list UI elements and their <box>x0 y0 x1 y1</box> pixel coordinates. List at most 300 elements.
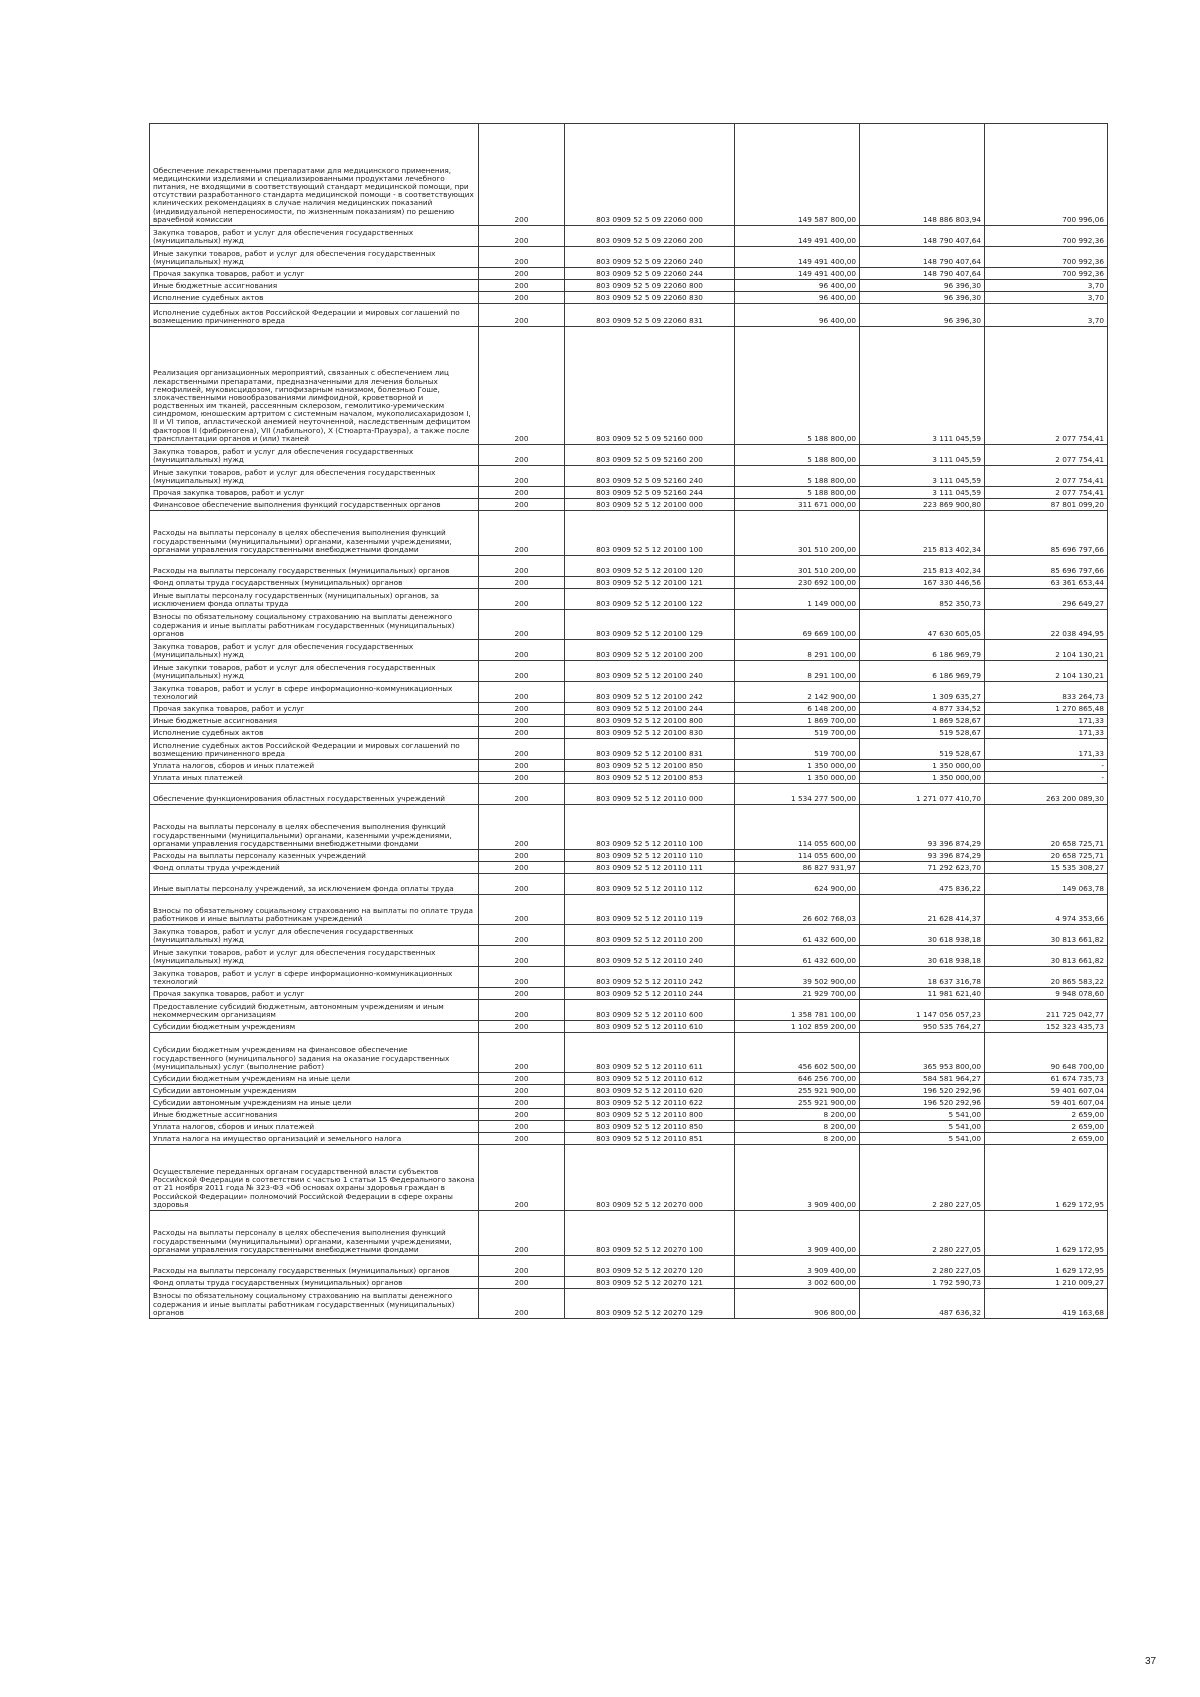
row-unexecuted: 3,70 <box>985 304 1108 327</box>
row-approved: 5 188 800,00 <box>735 466 860 487</box>
row-code: 200 <box>479 1097 565 1109</box>
row-kbk: 803 0909 52 5 09 52160 000 <box>565 327 735 445</box>
row-executed: 3 111 045,59 <box>860 327 985 445</box>
row-code: 200 <box>479 1289 565 1319</box>
row-executed: 18 637 316,78 <box>860 967 985 988</box>
table-row <box>150 925 1108 946</box>
row-kbk: 803 0909 52 5 09 22060 240 <box>565 247 735 268</box>
row-unexecuted: 1 270 865,48 <box>985 703 1108 715</box>
row-kbk: 803 0909 52 5 12 20100 800 <box>565 715 735 727</box>
row-executed: 1 350 000,00 <box>860 772 985 784</box>
row-unexecuted: 85 696 797,66 <box>985 511 1108 556</box>
row-name: Предоставление субсидий бюджетным, автономным учреждениям и иным некоммерческим организациям <box>150 1000 479 1021</box>
row-kbk: 803 0909 52 5 12 20100 120 <box>565 556 735 577</box>
row-name: Закупка товаров, работ и услуг для обеспечения государственных (муниципальных) нужд <box>150 445 479 466</box>
row-code: 200 <box>479 874 565 895</box>
row-kbk: 803 0909 52 5 09 52160 200 <box>565 445 735 466</box>
row-approved: 906 800,00 <box>735 1289 860 1319</box>
row-code: 200 <box>479 967 565 988</box>
row-kbk: 803 0909 52 5 12 20100 240 <box>565 661 735 682</box>
row-kbk: 803 0909 52 5 09 52160 244 <box>565 487 735 499</box>
table-row <box>150 805 1108 850</box>
row-code: 200 <box>479 946 565 967</box>
row-approved: 311 671 000,00 <box>735 499 860 511</box>
page-number: 37 <box>1145 1656 1157 1667</box>
row-name: Взносы по обязательному социальному страхованию на выплаты денежного содержания и иные выплаты работникам государственных (муниципальных) органов <box>150 1289 479 1319</box>
row-code: 200 <box>479 739 565 760</box>
row-unexecuted: 22 038 494,95 <box>985 610 1108 640</box>
row-unexecuted: 700 992,36 <box>985 247 1108 268</box>
row-unexecuted: 2 077 754,41 <box>985 487 1108 499</box>
row-approved: 114 055 600,00 <box>735 850 860 862</box>
row-unexecuted: - <box>985 760 1108 772</box>
row-executed: 96 396,30 <box>860 304 985 327</box>
row-approved: 230 692 100,00 <box>735 577 860 589</box>
row-executed: 3 111 045,59 <box>860 487 985 499</box>
table-row <box>150 682 1108 703</box>
row-kbk: 803 0909 52 5 12 20110 850 <box>565 1121 735 1133</box>
table-row <box>150 703 1108 715</box>
row-approved: 21 929 700,00 <box>735 988 860 1000</box>
row-code: 200 <box>479 556 565 577</box>
row-executed: 1 309 635,27 <box>860 682 985 703</box>
row-approved: 1 869 700,00 <box>735 715 860 727</box>
row-approved: 624 900,00 <box>735 874 860 895</box>
table-row <box>150 772 1108 784</box>
table-row <box>150 784 1108 805</box>
row-unexecuted: 2 104 130,21 <box>985 661 1108 682</box>
row-approved: 96 400,00 <box>735 280 860 292</box>
table-row <box>150 988 1108 1000</box>
row-name: Исполнение судебных актов <box>150 727 479 739</box>
row-executed: 1 792 590,73 <box>860 1277 985 1289</box>
row-code: 200 <box>479 1145 565 1211</box>
row-kbk: 803 0909 52 5 12 20100 244 <box>565 703 735 715</box>
row-kbk: 803 0909 52 5 12 20110 112 <box>565 874 735 895</box>
row-name: Уплата налогов, сборов и иных платежей <box>150 760 479 772</box>
table-row <box>150 466 1108 487</box>
row-code: 200 <box>479 589 565 610</box>
row-kbk: 803 0909 52 5 12 20100 830 <box>565 727 735 739</box>
row-executed: 475 836,22 <box>860 874 985 895</box>
row-name: Исполнение судебных актов <box>150 292 479 304</box>
row-name: Взносы по обязательному социальному страхованию на выплаты по оплате труда работников и иные выплаты работникам учреждений <box>150 895 479 925</box>
row-unexecuted: 59 401 607,04 <box>985 1085 1108 1097</box>
row-code: 200 <box>479 280 565 292</box>
row-unexecuted: 30 813 661,82 <box>985 925 1108 946</box>
row-executed: 1 147 056 057,23 <box>860 1000 985 1021</box>
row-name: Расходы на выплаты персоналу государственных (муниципальных) органов <box>150 556 479 577</box>
row-unexecuted: 2 077 754,41 <box>985 466 1108 487</box>
row-executed: 196 520 292,96 <box>860 1085 985 1097</box>
row-unexecuted: 1 210 009,27 <box>985 1277 1108 1289</box>
row-name: Субсидии автономным учреждениям на иные цели <box>150 1097 479 1109</box>
row-kbk: 803 0909 52 5 09 22060 200 <box>565 226 735 247</box>
row-unexecuted: 85 696 797,66 <box>985 556 1108 577</box>
row-name: Субсидии бюджетным учреждениям <box>150 1021 479 1033</box>
row-kbk: 803 0909 52 5 12 20110 110 <box>565 850 735 862</box>
row-unexecuted: 419 163,68 <box>985 1289 1108 1319</box>
row-name: Фонд оплаты труда государственных (муниципальных) органов <box>150 577 479 589</box>
row-name: Субсидии бюджетным учреждениям на финансовое обеспечение государственного (муниципального) задания на оказание государственных (муниципальных) услуг (выполнение работ) <box>150 1033 479 1073</box>
table-row <box>150 1289 1108 1319</box>
row-approved: 3 002 600,00 <box>735 1277 860 1289</box>
row-code: 200 <box>479 1133 565 1145</box>
table-row <box>150 850 1108 862</box>
row-name: Закупка товаров, работ и услуг в сфере информационно-коммуникационных технологий <box>150 682 479 703</box>
table-row <box>150 247 1108 268</box>
row-unexecuted: 2 077 754,41 <box>985 445 1108 466</box>
row-kbk: 803 0909 52 5 12 20110 600 <box>565 1000 735 1021</box>
row-executed: 2 280 227,05 <box>860 1211 985 1256</box>
row-name: Уплата налога на имущество организаций и земельного налога <box>150 1133 479 1145</box>
row-code: 200 <box>479 304 565 327</box>
row-approved: 1 534 277 500,00 <box>735 784 860 805</box>
table-row <box>150 661 1108 682</box>
table-row <box>150 946 1108 967</box>
row-unexecuted: 2 104 130,21 <box>985 640 1108 661</box>
row-approved: 5 188 800,00 <box>735 327 860 445</box>
row-name: Уплата налогов, сборов и иных платежей <box>150 1121 479 1133</box>
row-code: 200 <box>479 682 565 703</box>
row-kbk: 803 0909 52 5 12 20100 242 <box>565 682 735 703</box>
row-kbk: 803 0909 52 5 09 22060 244 <box>565 268 735 280</box>
table-row <box>150 226 1108 247</box>
row-executed: 2 280 227,05 <box>860 1145 985 1211</box>
row-unexecuted: 1 629 172,95 <box>985 1211 1108 1256</box>
row-code: 200 <box>479 577 565 589</box>
row-approved: 149 491 400,00 <box>735 268 860 280</box>
row-approved: 1 350 000,00 <box>735 772 860 784</box>
table-row <box>150 1000 1108 1021</box>
row-unexecuted: 9 948 078,60 <box>985 988 1108 1000</box>
table-row <box>150 715 1108 727</box>
row-name: Иные выплаты персоналу государственных (муниципальных) органов, за исключением фонда оплаты труда <box>150 589 479 610</box>
row-name: Расходы на выплаты персоналу в целях обеспечения выполнения функций государственными (муниципальными) органами, казенными учреждениями, органами управления государственными внебюджетными фондами <box>150 805 479 850</box>
row-approved: 114 055 600,00 <box>735 805 860 850</box>
row-approved: 3 909 400,00 <box>735 1211 860 1256</box>
row-executed: 148 790 407,64 <box>860 226 985 247</box>
row-executed: 950 535 764,27 <box>860 1021 985 1033</box>
row-unexecuted: 1 629 172,95 <box>985 1145 1108 1211</box>
row-unexecuted: 149 063,78 <box>985 874 1108 895</box>
row-code: 200 <box>479 1000 565 1021</box>
row-code: 200 <box>479 1211 565 1256</box>
table-row <box>150 124 1108 226</box>
row-code: 200 <box>479 703 565 715</box>
row-kbk: 803 0909 52 5 12 20110 119 <box>565 895 735 925</box>
row-name: Прочая закупка товаров, работ и услуг <box>150 268 479 280</box>
row-unexecuted: 20 865 583,22 <box>985 967 1108 988</box>
row-code: 200 <box>479 1073 565 1085</box>
row-executed: 519 528,67 <box>860 739 985 760</box>
row-approved: 61 432 600,00 <box>735 946 860 967</box>
row-unexecuted: 59 401 607,04 <box>985 1097 1108 1109</box>
row-approved: 255 921 900,00 <box>735 1085 860 1097</box>
row-kbk: 803 0909 52 5 12 20110 622 <box>565 1097 735 1109</box>
row-code: 200 <box>479 292 565 304</box>
row-unexecuted: 700 992,36 <box>985 268 1108 280</box>
row-name: Расходы на выплаты персоналу в целях обеспечения выполнения функций государственными (муниципальными) органами, казенными учреждениями, органами управления государственными внебюджетными фондами <box>150 511 479 556</box>
row-executed: 3 111 045,59 <box>860 445 985 466</box>
row-approved: 26 602 768,03 <box>735 895 860 925</box>
row-kbk: 803 0909 52 5 12 20110 611 <box>565 1033 735 1073</box>
row-name: Закупка товаров, работ и услуг для обеспечения государственных (муниципальных) нужд <box>150 226 479 247</box>
table-row <box>150 874 1108 895</box>
row-kbk: 803 0909 52 5 12 20110 200 <box>565 925 735 946</box>
row-executed: 1 869 528,67 <box>860 715 985 727</box>
row-unexecuted: 2 659,00 <box>985 1133 1108 1145</box>
row-kbk: 803 0909 52 5 12 20100 200 <box>565 640 735 661</box>
table-row <box>150 1211 1108 1256</box>
row-name: Иные закупки товаров, работ и услуг для обеспечения государственных (муниципальных) нужд <box>150 247 479 268</box>
row-approved: 5 188 800,00 <box>735 445 860 466</box>
row-code: 200 <box>479 487 565 499</box>
row-name: Уплата иных платежей <box>150 772 479 784</box>
row-unexecuted: 90 648 700,00 <box>985 1033 1108 1073</box>
row-name: Субсидии автономным учреждениям <box>150 1085 479 1097</box>
row-code: 200 <box>479 805 565 850</box>
row-executed: 93 396 874,29 <box>860 850 985 862</box>
row-approved: 2 142 900,00 <box>735 682 860 703</box>
row-approved: 1 149 000,00 <box>735 589 860 610</box>
row-kbk: 803 0909 52 5 12 20100 100 <box>565 511 735 556</box>
row-name: Иные выплаты персоналу учреждений, за исключением фонда оплаты труда <box>150 874 479 895</box>
row-executed: 584 581 964,27 <box>860 1073 985 1085</box>
table-row <box>150 327 1108 445</box>
row-executed: 215 813 402,34 <box>860 511 985 556</box>
row-kbk: 803 0909 52 5 12 20100 129 <box>565 610 735 640</box>
table-row <box>150 739 1108 760</box>
row-name: Прочая закупка товаров, работ и услуг <box>150 988 479 1000</box>
row-approved: 519 700,00 <box>735 727 860 739</box>
table-row <box>150 1109 1108 1121</box>
table-row <box>150 1021 1108 1033</box>
row-name: Прочая закупка товаров, работ и услуг <box>150 487 479 499</box>
row-name: Закупка товаров, работ и услуг для обеспечения государственных (муниципальных) нужд <box>150 640 479 661</box>
table-row <box>150 1277 1108 1289</box>
row-name: Закупка товаров, работ и услуг для обеспечения государственных (муниципальных) нужд <box>150 925 479 946</box>
row-approved: 149 587 800,00 <box>735 124 860 226</box>
table-row <box>150 1085 1108 1097</box>
row-unexecuted: 20 658 725,71 <box>985 805 1108 850</box>
row-approved: 8 291 100,00 <box>735 640 860 661</box>
row-kbk: 803 0909 52 5 09 52160 240 <box>565 466 735 487</box>
row-executed: 5 541,00 <box>860 1133 985 1145</box>
row-executed: 6 186 969,79 <box>860 640 985 661</box>
row-code: 200 <box>479 925 565 946</box>
row-code: 200 <box>479 124 565 226</box>
table-row <box>150 1097 1108 1109</box>
row-kbk: 803 0909 52 5 12 20100 121 <box>565 577 735 589</box>
row-code: 200 <box>479 499 565 511</box>
row-executed: 4 877 334,52 <box>860 703 985 715</box>
row-kbk: 803 0909 52 5 12 20100 122 <box>565 589 735 610</box>
row-unexecuted: 700 992,36 <box>985 226 1108 247</box>
row-executed: 167 330 446,56 <box>860 577 985 589</box>
row-unexecuted: 15 535 308,27 <box>985 862 1108 874</box>
row-executed: 5 541,00 <box>860 1121 985 1133</box>
row-executed: 852 350,73 <box>860 589 985 610</box>
row-approved: 39 502 900,00 <box>735 967 860 988</box>
row-approved: 8 291 100,00 <box>735 661 860 682</box>
row-name: Иные бюджетные ассигнования <box>150 280 479 292</box>
row-approved: 1 350 000,00 <box>735 760 860 772</box>
row-kbk: 803 0909 52 5 09 22060 831 <box>565 304 735 327</box>
row-executed: 47 630 605,05 <box>860 610 985 640</box>
row-approved: 86 827 931,97 <box>735 862 860 874</box>
row-code: 200 <box>479 226 565 247</box>
row-executed: 3 111 045,59 <box>860 466 985 487</box>
row-name: Прочая закупка товаров, работ и услуг <box>150 703 479 715</box>
row-kbk: 803 0909 52 5 09 22060 830 <box>565 292 735 304</box>
row-name: Иные бюджетные ассигнования <box>150 715 479 727</box>
row-approved: 61 432 600,00 <box>735 925 860 946</box>
row-kbk: 803 0909 52 5 12 20270 000 <box>565 1145 735 1211</box>
row-executed: 519 528,67 <box>860 727 985 739</box>
table-row <box>150 1073 1108 1085</box>
table-row <box>150 487 1108 499</box>
row-executed: 5 541,00 <box>860 1109 985 1121</box>
row-code: 200 <box>479 1085 565 1097</box>
row-code: 200 <box>479 247 565 268</box>
row-executed: 148 790 407,64 <box>860 247 985 268</box>
row-kbk: 803 0909 52 5 12 20110 610 <box>565 1021 735 1033</box>
table-row <box>150 511 1108 556</box>
row-kbk: 803 0909 52 5 12 20110 851 <box>565 1133 735 1145</box>
row-code: 200 <box>479 268 565 280</box>
row-code: 200 <box>479 511 565 556</box>
row-code: 200 <box>479 895 565 925</box>
row-code: 200 <box>479 715 565 727</box>
row-code: 200 <box>479 445 565 466</box>
row-unexecuted: 3,70 <box>985 292 1108 304</box>
row-approved: 519 700,00 <box>735 739 860 760</box>
row-code: 200 <box>479 1256 565 1277</box>
row-executed: 30 618 938,18 <box>860 925 985 946</box>
row-approved: 3 909 400,00 <box>735 1256 860 1277</box>
row-unexecuted: 63 361 653,44 <box>985 577 1108 589</box>
table-row <box>150 1033 1108 1073</box>
row-kbk: 803 0909 52 5 12 20110 620 <box>565 1085 735 1097</box>
row-executed: 96 396,30 <box>860 292 985 304</box>
row-executed: 365 953 800,00 <box>860 1033 985 1073</box>
row-approved: 149 491 400,00 <box>735 247 860 268</box>
budget-execution-table <box>149 123 1108 1319</box>
row-name: Исполнение судебных актов Российской Федерации и мировых соглашений по возмещению причиненного вреда <box>150 304 479 327</box>
row-kbk: 803 0909 52 5 12 20110 240 <box>565 946 735 967</box>
row-approved: 646 256 700,00 <box>735 1073 860 1085</box>
row-unexecuted: 4 974 353,66 <box>985 895 1108 925</box>
row-unexecuted: 700 996,06 <box>985 124 1108 226</box>
row-kbk: 803 0909 52 5 12 20110 242 <box>565 967 735 988</box>
row-kbk: 803 0909 52 5 09 22060 800 <box>565 280 735 292</box>
row-unexecuted: 171,33 <box>985 715 1108 727</box>
row-approved: 8 200,00 <box>735 1121 860 1133</box>
row-unexecuted: 263 200 089,30 <box>985 784 1108 805</box>
table-row <box>150 499 1108 511</box>
table-row <box>150 304 1108 327</box>
row-executed: 223 869 900,80 <box>860 499 985 511</box>
row-kbk: 803 0909 52 5 12 20110 800 <box>565 1109 735 1121</box>
row-executed: 148 886 803,94 <box>860 124 985 226</box>
row-kbk: 803 0909 52 5 12 20110 612 <box>565 1073 735 1085</box>
table-body <box>150 124 1108 1319</box>
table-row <box>150 610 1108 640</box>
row-unexecuted: 171,33 <box>985 727 1108 739</box>
row-executed: 93 396 874,29 <box>860 805 985 850</box>
table-row <box>150 640 1108 661</box>
row-code: 200 <box>479 772 565 784</box>
row-code: 200 <box>479 784 565 805</box>
row-code: 200 <box>479 850 565 862</box>
row-approved: 1 102 859 200,00 <box>735 1021 860 1033</box>
row-kbk: 803 0909 52 5 12 20270 120 <box>565 1256 735 1277</box>
table-row <box>150 280 1108 292</box>
row-name: Исполнение судебных актов Российской Федерации и мировых соглашений по возмещению причиненного вреда <box>150 739 479 760</box>
row-kbk: 803 0909 52 5 12 20110 000 <box>565 784 735 805</box>
row-unexecuted: 152 323 435,73 <box>985 1021 1108 1033</box>
row-unexecuted: 833 264,73 <box>985 682 1108 703</box>
row-name: Закупка товаров, работ и услуг в сфере информационно-коммуникационных технологий <box>150 967 479 988</box>
row-name: Финансовое обеспечение выполнения функций государственных органов <box>150 499 479 511</box>
row-approved: 301 510 200,00 <box>735 556 860 577</box>
table-row <box>150 1256 1108 1277</box>
row-approved: 6 148 200,00 <box>735 703 860 715</box>
row-unexecuted: 211 725 042,77 <box>985 1000 1108 1021</box>
table-row <box>150 589 1108 610</box>
row-name: Взносы по обязательному социальному страхованию на выплаты денежного содержания и иные выплаты работникам государственных (муниципальных) органов <box>150 610 479 640</box>
row-code: 200 <box>479 862 565 874</box>
row-name: Иные закупки товаров, работ и услуг для обеспечения государственных (муниципальных) нужд <box>150 946 479 967</box>
table-row <box>150 1145 1108 1211</box>
row-executed: 1 271 077 410,70 <box>860 784 985 805</box>
row-kbk: 803 0909 52 5 12 20110 100 <box>565 805 735 850</box>
row-code: 200 <box>479 988 565 1000</box>
row-unexecuted: 2 659,00 <box>985 1109 1108 1121</box>
row-name: Расходы на выплаты персоналу государственных (муниципальных) органов <box>150 1256 479 1277</box>
row-unexecuted: 296 649,27 <box>985 589 1108 610</box>
row-name: Иные бюджетные ассигнования <box>150 1109 479 1121</box>
row-executed: 487 636,32 <box>860 1289 985 1319</box>
row-unexecuted: 2 077 754,41 <box>985 327 1108 445</box>
row-name: Фонд оплаты труда государственных (муниципальных) органов <box>150 1277 479 1289</box>
row-executed: 215 813 402,34 <box>860 556 985 577</box>
table-row <box>150 1121 1108 1133</box>
row-approved: 255 921 900,00 <box>735 1097 860 1109</box>
row-name: Осуществление переданных органам государственной власти субъектов Российской Федерации в соответствии с частью 1 статьи 15 Федерального закона от 21 ноября 2011 года № 323-ФЗ «Об основах охраны здоровья граждан в Российской Федерации» полномочий Российской Федерации в сфере охраны здоровья <box>150 1145 479 1211</box>
row-code: 200 <box>479 1033 565 1073</box>
row-executed: 21 628 414,37 <box>860 895 985 925</box>
row-kbk: 803 0909 52 5 12 20270 100 <box>565 1211 735 1256</box>
row-approved: 3 909 400,00 <box>735 1145 860 1211</box>
row-executed: 2 280 227,05 <box>860 1256 985 1277</box>
row-approved: 149 491 400,00 <box>735 226 860 247</box>
row-name: Расходы на выплаты персоналу казенных учреждений <box>150 850 479 862</box>
row-unexecuted: - <box>985 772 1108 784</box>
row-code: 200 <box>479 1021 565 1033</box>
row-kbk: 803 0909 52 5 12 20100 850 <box>565 760 735 772</box>
row-executed: 6 186 969,79 <box>860 661 985 682</box>
row-code: 200 <box>479 610 565 640</box>
row-kbk: 803 0909 52 5 09 22060 000 <box>565 124 735 226</box>
row-name: Обеспечение лекарственными препаратами для медицинского применения, медицинскими изделиями и специализированными продуктами лечебного питания, не входящими в соответствующий стандарт медицинской помощи, при отсутствии разработанного стандарта медицинской помощи - в соответствующих клинических рекомендациях в случае наличия медицинских показаний (индивидуальной непереносимости, по жизненным показаниям) по решению врачебной комиссии <box>150 124 479 226</box>
row-kbk: 803 0909 52 5 12 20100 853 <box>565 772 735 784</box>
row-unexecuted: 30 813 661,82 <box>985 946 1108 967</box>
row-code: 200 <box>479 727 565 739</box>
table-row <box>150 727 1108 739</box>
table-row <box>150 577 1108 589</box>
